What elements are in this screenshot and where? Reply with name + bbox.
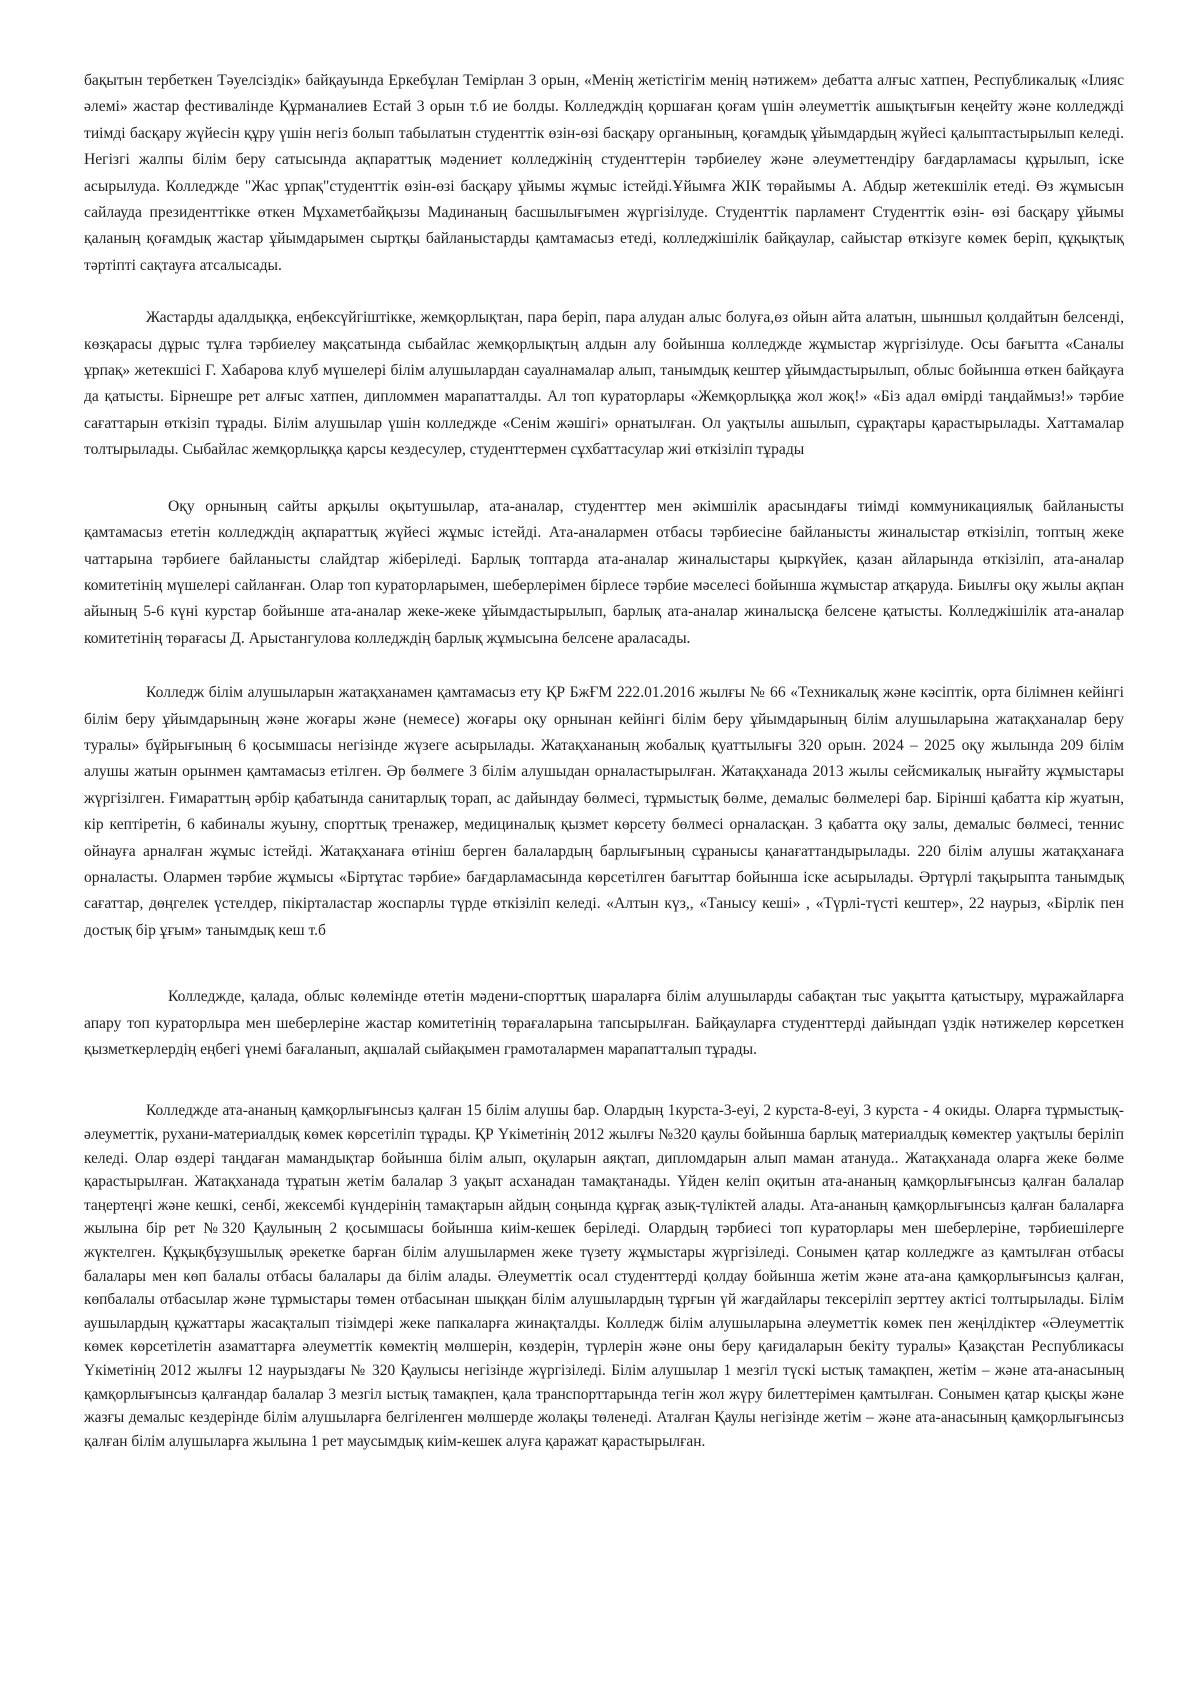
paragraph-cultural-events: Колледжде, қалада, облыс көлемінде өтетін мәдени-спорттық шараларға білім алушыларды сабақтан тыс уақытта қатыстыру, мұражайларға апару топ кураторлыра мен шеберлеріне жастар комитетінің төрағаларына тапсырылған. Байқауларға студенттерді дайындап үздік нәтижелер көрсеткен қызметкерлердің еңбегі үнемі бағаланып, ақшалай сыйақымен грамоталармен марапатталып тұрады. xyxy=(84,988,1124,1058)
paragraph-dormitory: Колледж білім алушыларын жатақханамен қамтамасыз ету ҚР БжҒМ 222.01.2016 жылғы № 66 «Техникалық және кәсіптік, орта білімнен кейінгі білім беру ұйымдарының және жоғары және (немесе) жоғары оқу орнынан кейінгі білім беру ұйымдарының білім алушыларына жатақханалар беру туралы» бұйрығының 6 қосымшасы негізінде жүзеге асырылады. Жатақхананың жобалық қуаттылығы 320 орын. 2024 – 2025 оқу жылында 209 білім алушы жатын орынмен қамтамасыз етілген. Әр бөлмеге 3 білім алушыдан орналастырылған. Жатақханада 2013 жылы сейсмикалық нығайту жұмыстары жүргізілген. Ғимараттың әрбір қабатында санитарлық торап, ас дайындау бөлмесі, тұрмыстық бөлме, демалыс бөлмелері бар. Бірінші қабатта кір жуатын, кір кептіретін, 6 кабиналы жуыну, спорттық тренажер, медициналық қызмет көрсету бөлмесі орналасқан. 3 қабатта оқу залы, демалыс бөлмесі, теннис ойнауға арналған жұмыс істейді. Жатақханаға өтініш берген балалардың барлығының сұранысы қанағаттандырылады. 220 білім алушы жатақханаға орналасты. Олармен тәрбие жұмысы «Біртұтас тәрбие» бағдарламасында көрсетілген бағыттар бойынша іске асырылады. Әртүрлі тақырыпта танымдық сағаттар, дөңгелек үстелдер, пікірталастар жоспарлы түрде өткізіліп келеді. «Алтын күз,, «Танысу кеші» , «Түрлі-түсті кештер», 22 наурыз, «Бірлік пен достық бір ұғым» танымдық кеш т.б xyxy=(84,684,1124,939)
paragraph-student-self-government: бақытын тербеткен Тәуелсіздік» байқауында Еркебұлан Темірлан 3 орын, «Менің жетістігім менің нәтижем» дебатта алғыс хатпен, Республикалық «Ілияс әлемі» жастар фестивалінде Құрманалиев Естай 3 орын т.б ие болды. Колледждің қоршаған қоғам үшін әлеуметтік ашықтығын кеңейту және колледжді тиімді басқару жүйесін құру үшін негіз болып табылатын студенттік өзін-өзі басқару органының, қоғамдық ұйымдардың жүйесі қалыптастырылып келеді. Негізгі жалпы білім беру сатысында ақпараттық мәдениет колледжінің студенттерін тәрбиелеу және әлеуметтендіру бағдарламасы құрылып, іске асырылуда. Колледжде "Жас ұрпақ"студенттік өзін-өзі басқару ұйымы жұмыс істейді.Ұйымға ЖІК төрайымы А. Абдыр жетекшілік етеді. Өз жұмысын сайлауда президенттікке өткен Мұхаметбайқызы Мадинаның басшылығымен жүргізілуде. Студенттік парламент Студенттік өзін- өзі басқару ұйымы қаланың қоғамдық жастар ұйымдарымен сыртқы байланыстарды қамтамасыз етеді, колледжішілік байқаулар, сайыстар өткізуге көмек беріп, құқықтық тәртіпті сақтауға атсалысады. xyxy=(84,72,1124,274)
paragraph-orphan-support: Колледжде ата-ананың қамқорлығынсыз қалған 15 білім алушы бар. Олардың 1курста-3-еуі, 2 курста-8-еуі, 3 курста - 4 окиды. Оларға тұрмыстық-әлеуметтік, рухани-материалдық көмек көрсетіліп тұрады. ҚР Үкіметінің 2012 жылғы №320 қаулы бойынша барлық материалдық көмектер уақтылы беріліп келеді. Олар өздері таңдаған мамандықтар бойынша білім алып, оқуларын аяқтап, дипломдарын алып маман атануда.. Жатақханада оларға жеке бөлме қарастырылған. Жатақханада тұратын жетім балалар 3 уақыт асханадан тамақтанады. Үйден келіп оқитын ата-ананың қамқорлығынсыз қалған балалар таңертеңгі және кешкі, сенбі, жексембі күндерінің тамақтарын айдың соңында құрғақ азық-түліктей алады. Ата-ананың қамқорлығынсыз қалған балаларға жылына бір рет №320 Қаулының 2 қосымшасы бойынша киім-кешек беріледі. Олардың тәрбиесі топ кураторлары мен шеберлеріне, тәрбиешілерге жүктелген. Құқықбұзушылық әрекетке барған білім алушылармен жеке түзету жұмыстары жүргізіледі. Сонымен қатар колледжге аз қамтылған отбасы балалары мен көп балалы отбасы балалары да білім алады. Әлеуметтік осал студенттерді қолдау бойынша жетім және ата-ана қамқорлығынсыз қалған, көпбалалы отбасылар және тұрмыстары төмен отбасынан шыққан білім алушылардың тұрғын үй жағдайлары тексеріліп зерттеу актісі толтырылады. Білім аушылардың құжаттары жасақталып тізімдері жеке папкаларға жинақталды. Колледж білім алушыларына әлеуметтік көмек пен жеңілдіктер «Әлеуметтік көмек көрсетілетін азаматтарға әлеуметтік көмектің мөлшерін, көздерін, түрлерін және оны беру қағидаларын бекіту туралы» Қазақстан Республикасы Үкіметінің 2012 жылғы 12 наурыздағы № 320 Қаулысы негізінде жүргізіледі. Білім алушылар 1 мезгіл түскі ыстық тамақпен, жетім – және ата-анасының қамқорлығынсыз қалғандар балалар 3 мезгіл ыстық тамақпен, қала транспорттарында тегін жол жүру билеттерімен қамтылған. Сонымен қатар қысқы және жазғы демалыс кездерінде білім алушыларға белгіленген мөлшерде жолақы төленеді. Аталған Қаулы негізінде жетім – және ата-анасының қамқорлығынсыз қалған білім алушыларға жылына 1 рет маусымдық киім-кешек алуға қаражат қарастырылған. xyxy=(84,1102,1124,1450)
paragraph-anti-corruption: Жастарды адалдыққа, еңбексүйгіштікке, жемқорлықтан, пара беріп, пара алудан алыс болуға,өз ойын айта алатын, шыншыл қолдайтын белсенді, көзқарасы дұрыс тұлға тәрбиелеу мақсатында сыбайлас жемқорлықтың алдын алу бойынша колледжде жұмыстар жүргізілуде. Осы бағытта «Саналы ұрпақ» жетекшісі Г. Хабарова клуб мүшелері білім алушылардан сауалнамалар алып, танымдық кештер ұйымдастырылып, облыс бойынша өткен байқауға да қатысты. Бірнешре рет алғыс хатпен, дипломмен марапатталды. Ал топ кураторлары «Жемқорлыққа жол жоқ!» «Біз адал өмірді таңдаймыз!» тәрбие сағаттарын өткізіп тұрады. Білім алушылар үшін колледжде «Сенім жәшігі» орнатылған. Ол уақтылы ашылып, сұрақтары қарастырылады. Хаттамалар толтырылады. Сыбайлас жемқорлыққа қарсы кездесулер, студенттермен сұхбаттасулар жиі өткізіліп тұрады xyxy=(84,309,1124,459)
document-body xyxy=(84,68,1124,1453)
paragraph-parent-communication: Оқу орнының сайты арқылы оқытушылар, ата-аналар, студенттер мен әкімшілік арасындағы тиімді коммуникациялық байланысты қамтамасыз ететін колледждің ақпараттық жүйесі жұмыс істейді. Ата-аналармен отбасы тәрбиесіне байланысты жиналыстар өткізіліп, топтың жеке чаттарына тәрбиеге байланысты слайдтар жіберіледі. Барлық топтарда ата-аналар жиналыстары қыркүйек, қазан айларында өткізіліп, ата-аналар комитетінің мүшелері сайланған. Олар топ кураторларымен, шеберлерімен бірлесе тәрбие мәселесі бойынша жұмыстар атқаруда. Биылғы оқу жылы ақпан айының 5-6 күні курстар бойынше ата-аналар жеке-жеке ұйымдастырылып, барлық ата-аналар жиналысқа белсене қатысты. Колледжішілік ата-аналар комитетінің төрағасы Д. Арыстангулова колледждің барлық жұмысына белсене араласады. xyxy=(84,497,1124,647)
